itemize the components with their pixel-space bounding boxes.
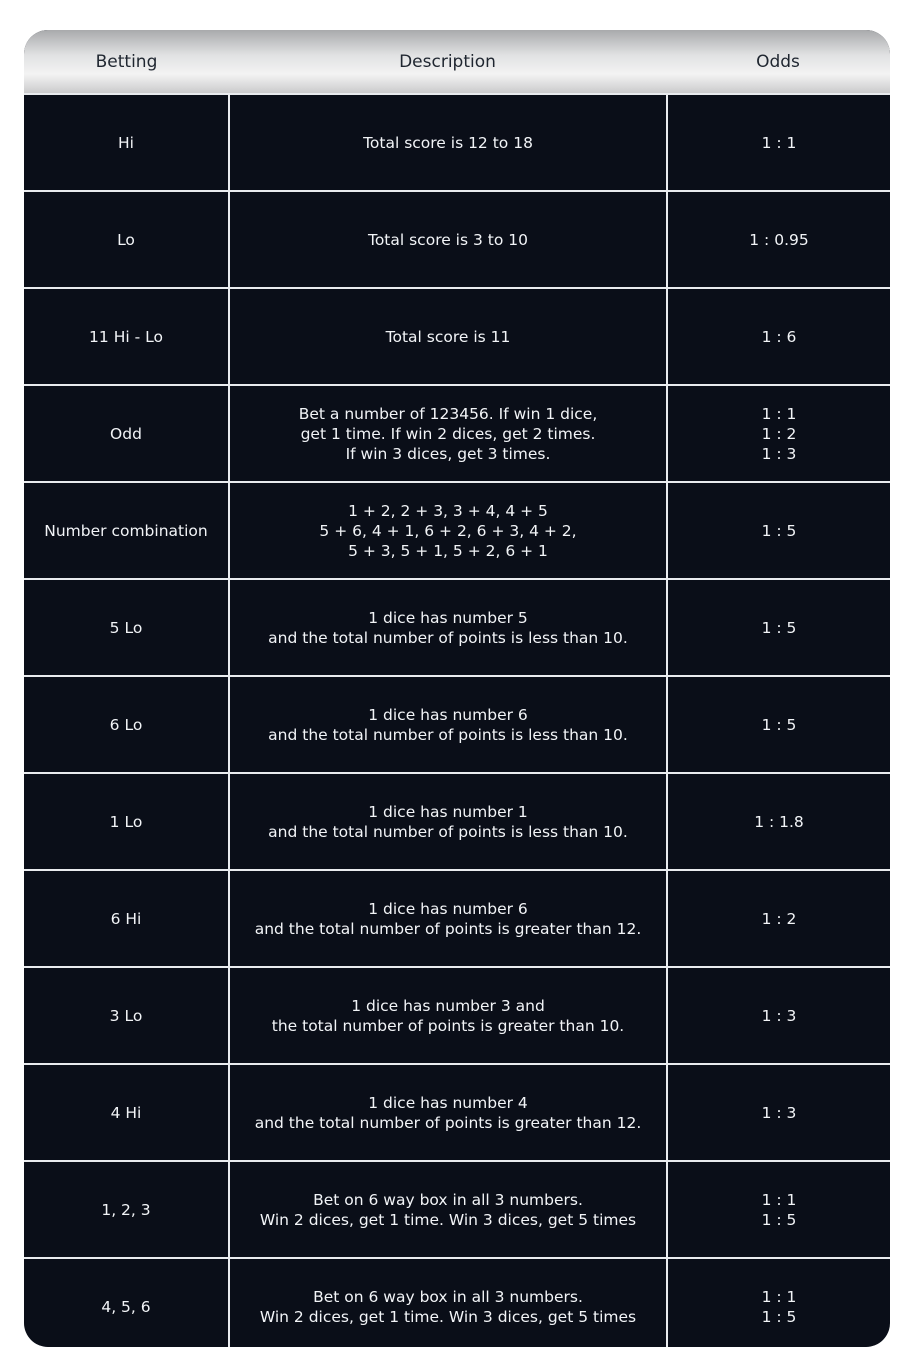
description-line: 1 dice has number 1 xyxy=(368,802,528,821)
table-row xyxy=(24,675,890,772)
description-cell xyxy=(230,1065,668,1160)
table-header xyxy=(24,30,890,93)
description-line: Win 2 dices, get 1 time. Win 3 dices, get 5 times xyxy=(259,1210,637,1229)
description-cell xyxy=(230,192,668,287)
table-row xyxy=(24,1257,890,1347)
betting-label: Odd xyxy=(110,424,142,443)
odds-value: 1 : 5 xyxy=(761,521,797,540)
description-line: and the total number of points is greater than 12. xyxy=(254,919,642,938)
description-cell xyxy=(230,871,668,966)
betting-cell xyxy=(24,1162,230,1257)
description-line: the total number of points is greater than 10. xyxy=(271,1016,625,1035)
description-line: 1 dice has number 5 xyxy=(368,608,528,627)
description-line: Bet a number of 123456. If win 1 dice, xyxy=(298,404,598,423)
betting-cell xyxy=(24,192,230,287)
odds-value: 1 : 3 xyxy=(761,1006,797,1025)
betting-cell xyxy=(24,95,230,190)
description-cell xyxy=(230,386,668,481)
header-betting: Betting xyxy=(95,51,158,72)
odds-value: 1 : 6 xyxy=(761,327,797,346)
betting-label: 3 Lo xyxy=(109,1006,143,1025)
betting-cell xyxy=(24,483,230,578)
odds-cell xyxy=(668,968,890,1063)
description-line: 1 + 2, 2 + 3, 3 + 4, 4 + 5 xyxy=(348,501,548,520)
betting-cell xyxy=(24,1065,230,1160)
table-row xyxy=(24,578,890,675)
odds-value: 1 : 1.8 xyxy=(754,812,804,831)
odds-value: 1 : 5 xyxy=(761,715,797,734)
odds-cell xyxy=(668,483,890,578)
odds-cell xyxy=(668,95,890,190)
odds-cell xyxy=(668,871,890,966)
header-odds: Odds xyxy=(756,51,800,72)
betting-label: 5 Lo xyxy=(109,618,143,637)
table-row xyxy=(24,384,890,481)
table-row xyxy=(24,772,890,869)
table-row xyxy=(24,287,890,384)
description-line: and the total number of points is less than 10. xyxy=(268,628,628,647)
odds-cell xyxy=(668,289,890,384)
description-line: 1 dice has number 6 xyxy=(368,899,528,918)
description-line: 1 dice has number 4 xyxy=(368,1093,528,1112)
odds-value: 1 : 3 xyxy=(761,1103,797,1122)
table-row xyxy=(24,481,890,578)
betting-label: 4, 5, 6 xyxy=(101,1297,151,1316)
odds-value: 1 : 5 xyxy=(761,1210,797,1229)
betting-label: 11 Hi - Lo xyxy=(89,327,163,346)
description-line: and the total number of points is less than 10. xyxy=(268,725,628,744)
odds-cell xyxy=(668,1065,890,1160)
table-row xyxy=(24,95,890,190)
description-line: and the total number of points is less than 10. xyxy=(268,822,628,841)
betting-label: 6 Lo xyxy=(109,715,143,734)
odds-value: 1 : 0.95 xyxy=(749,230,809,249)
description-line: Bet on 6 way box in all 3 numbers. xyxy=(313,1287,583,1306)
table-row xyxy=(24,190,890,287)
betting-label: 6 Hi xyxy=(110,909,142,928)
description-cell xyxy=(230,580,668,675)
odds-value: 1 : 1 xyxy=(761,1190,797,1209)
description-line: 1 dice has number 3 and xyxy=(351,996,545,1015)
betting-cell xyxy=(24,968,230,1063)
description-line: Total score is 3 to 10 xyxy=(367,230,528,249)
description-cell xyxy=(230,1259,668,1347)
odds-cell xyxy=(668,774,890,869)
betting-label: Hi xyxy=(118,133,134,152)
betting-label: 1, 2, 3 xyxy=(101,1200,151,1219)
description-line: get 1 time. If win 2 dices, get 2 times. xyxy=(300,424,596,443)
odds-value: 1 : 5 xyxy=(761,1307,797,1326)
odds-value: 1 : 2 xyxy=(761,424,797,443)
table-body xyxy=(24,93,890,1347)
odds-cell xyxy=(668,386,890,481)
description-cell xyxy=(230,1162,668,1257)
odds-value: 1 : 1 xyxy=(761,404,797,423)
odds-cell xyxy=(668,1162,890,1257)
description-cell xyxy=(230,774,668,869)
description-line: Win 2 dices, get 1 time. Win 3 dices, get 5 times xyxy=(259,1307,637,1326)
betting-cell xyxy=(24,386,230,481)
description-line: 5 + 6, 4 + 1, 6 + 2, 6 + 3, 4 + 2, xyxy=(319,521,577,540)
betting-odds-table xyxy=(24,30,890,1347)
betting-cell xyxy=(24,1259,230,1347)
betting-label: Lo xyxy=(117,230,135,249)
betting-cell xyxy=(24,580,230,675)
description-line: and the total number of points is greater than 12. xyxy=(254,1113,642,1132)
betting-label: 4 Hi xyxy=(110,1103,142,1122)
table-row xyxy=(24,1160,890,1257)
table-row xyxy=(24,966,890,1063)
table-row xyxy=(24,869,890,966)
odds-value: 1 : 1 xyxy=(761,1287,797,1306)
description-cell xyxy=(230,677,668,772)
description-line: Total score is 11 xyxy=(385,327,511,346)
odds-cell xyxy=(668,1259,890,1347)
description-line: If win 3 dices, get 3 times. xyxy=(345,444,551,463)
description-cell xyxy=(230,95,668,190)
table-row xyxy=(24,1063,890,1160)
description-cell xyxy=(230,968,668,1063)
description-cell xyxy=(230,289,668,384)
odds-value: 1 : 1 xyxy=(761,133,797,152)
odds-cell xyxy=(668,192,890,287)
odds-value: 1 : 5 xyxy=(761,618,797,637)
betting-cell xyxy=(24,871,230,966)
betting-cell xyxy=(24,677,230,772)
description-line: Bet on 6 way box in all 3 numbers. xyxy=(313,1190,583,1209)
description-line: Total score is 12 to 18 xyxy=(363,133,533,152)
odds-cell xyxy=(668,580,890,675)
betting-label: Number combination xyxy=(44,521,208,540)
description-line: 1 dice has number 6 xyxy=(368,705,528,724)
description-line: 5 + 3, 5 + 1, 5 + 2, 6 + 1 xyxy=(348,541,548,560)
odds-value: 1 : 2 xyxy=(761,909,797,928)
odds-value: 1 : 3 xyxy=(761,444,797,463)
betting-label: 1 Lo xyxy=(109,812,143,831)
description-cell xyxy=(230,483,668,578)
odds-cell xyxy=(668,677,890,772)
betting-cell xyxy=(24,774,230,869)
betting-cell xyxy=(24,289,230,384)
header-description: Description xyxy=(399,51,496,72)
